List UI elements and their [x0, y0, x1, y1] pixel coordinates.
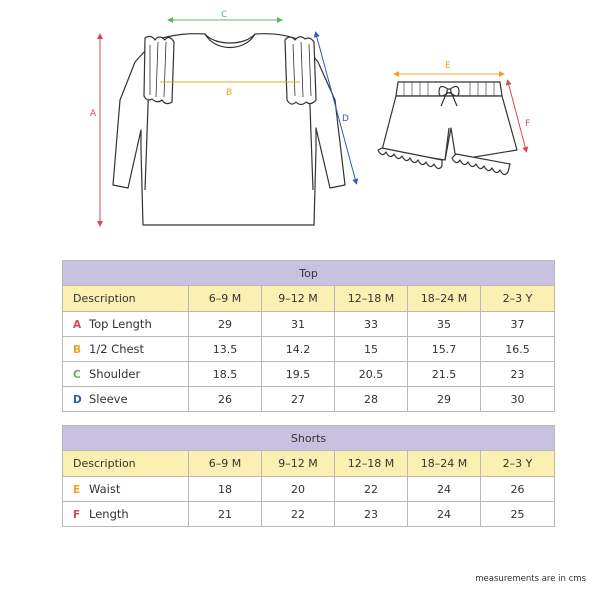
table-cell: 21 [189, 502, 262, 527]
table-cell: 14.2 [262, 337, 335, 362]
measurement-note: measurements are in cms [475, 574, 586, 584]
row-label: Waist [89, 482, 121, 496]
table-row [63, 502, 555, 527]
table-cell: 23 [335, 502, 408, 527]
table-cell: 20.5 [335, 362, 408, 387]
column-header: 2–3 Y [481, 451, 555, 477]
table-cell: 19.5 [262, 362, 335, 387]
row-letter: D [73, 394, 82, 406]
label-d: D [342, 114, 349, 124]
table-cell: 15 [335, 337, 408, 362]
table-cell: 37 [481, 312, 555, 337]
label-c: C [221, 10, 228, 20]
table-cell: 15.7 [408, 337, 481, 362]
table-row [63, 477, 555, 502]
table-cell: 29 [189, 312, 262, 337]
row-label: Top Length [89, 317, 152, 331]
row-label: Sleeve [89, 392, 128, 406]
row-letter: B [73, 344, 82, 356]
table-row [63, 362, 555, 387]
table-cell: 13.5 [189, 337, 262, 362]
row-label: 1/2 Chest [89, 342, 145, 356]
label-a: A [90, 109, 97, 119]
table-cell: 27 [262, 387, 335, 412]
table-cell: 24 [408, 502, 481, 527]
table-cell: 24 [408, 477, 481, 502]
column-header: 12–18 M [335, 286, 408, 312]
shorts-table-title: Shorts [63, 426, 555, 451]
row-label: Shoulder [89, 367, 141, 381]
dimension-c [170, 10, 280, 20]
table-cell: 23 [481, 362, 555, 387]
table-cell: 35 [408, 312, 481, 337]
table-cell: 33 [335, 312, 408, 337]
row-letter: E [73, 484, 81, 496]
garment-diagram [0, 0, 600, 250]
dimension-e [396, 61, 502, 74]
top-size-table [62, 260, 555, 412]
shorts-garment-drawing [378, 82, 517, 175]
column-header: 18–24 M [408, 451, 481, 477]
table-cell: 16.5 [481, 337, 555, 362]
table-cell: 29 [408, 387, 481, 412]
table-cell: 31 [262, 312, 335, 337]
column-header: 2–3 Y [481, 286, 555, 312]
table-cell: 25 [481, 502, 555, 527]
table-cell: 18 [189, 477, 262, 502]
table-row [63, 312, 555, 337]
label-b: B [226, 88, 233, 98]
description-header: Description [63, 451, 189, 477]
column-header: 12–18 M [335, 451, 408, 477]
label-f: F [525, 119, 531, 129]
column-header: 6–9 M [189, 451, 262, 477]
row-label: Length [89, 507, 129, 521]
table-row [63, 337, 555, 362]
table-cell: 22 [262, 502, 335, 527]
table-cell: 26 [481, 477, 555, 502]
label-e: E [445, 61, 451, 71]
top-table-title: Top [63, 261, 555, 286]
table-row [63, 387, 555, 412]
table-cell: 26 [189, 387, 262, 412]
column-header: 9–12 M [262, 451, 335, 477]
table-cell: 30 [481, 387, 555, 412]
column-header: 6–9 M [189, 286, 262, 312]
dimension-a [90, 36, 100, 224]
table-cell: 28 [335, 387, 408, 412]
row-letter: C [73, 369, 81, 381]
shorts-size-table [62, 425, 555, 527]
description-header: Description [63, 286, 189, 312]
table-cell: 22 [335, 477, 408, 502]
table-cell: 21.5 [408, 362, 481, 387]
row-letter: A [73, 319, 82, 331]
table-cell: 18.5 [189, 362, 262, 387]
top-garment-drawing [113, 34, 345, 225]
table-cell: 20 [262, 477, 335, 502]
row-letter: F [73, 509, 81, 521]
column-header: 18–24 M [408, 286, 481, 312]
column-header: 9–12 M [262, 286, 335, 312]
